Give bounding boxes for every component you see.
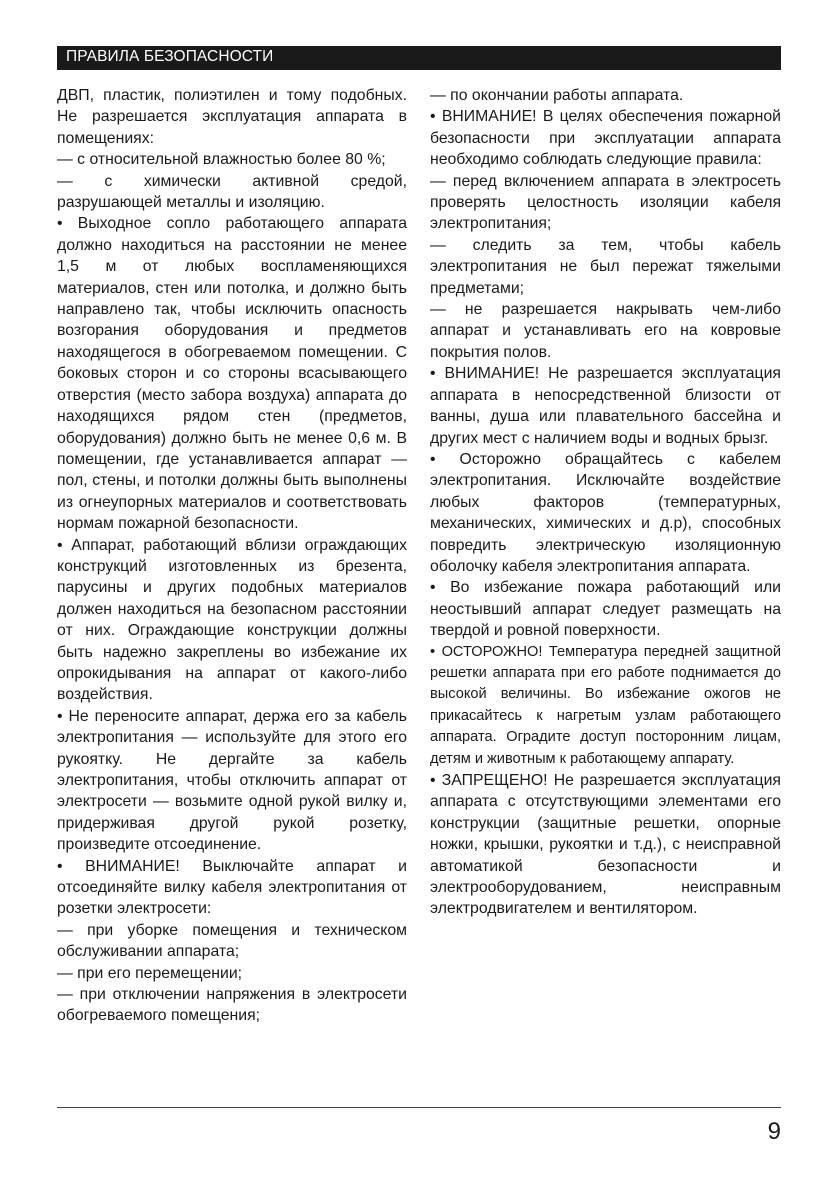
left-column — [57, 85, 407, 1027]
paragraph: • ВНИМАНИЕ! Не разрешается эксплуатация аппарата в непосредственной близости от ванны, душа или плавательного бассейна и других мест с наличием воды и водных брызг. — [430, 365, 781, 447]
right-column — [430, 85, 781, 920]
paragraph: — перед включением аппарата в электросеть проверять целостность изоляции кабеля электропитания; — [430, 172, 781, 233]
paragraph: • Аппарат, работающий вблизи ограждающих конструкций изготовленных из брезента, парусины и других подобных материалов должен находиться на безопасном расстоянии от них. Ограждающие конструкции должны быть надежно закреплены во избежание их опрокидывания на аппарат от какого-либо воздействия. — [57, 536, 407, 704]
paragraph: — при уборке помещения и техническом обслуживании аппарата; — [57, 921, 407, 961]
paragraph: — при его перемещении; — [57, 964, 243, 982]
paragraph: ДВП, пластик, полиэтилен и тому подобных. Не разрешается эксплуатация аппарата в помещениях: — [57, 87, 407, 147]
paragraph: • ВНИМАНИЕ! В целях обеспечения пожарной безопасности при эксплуатации аппарата необходимо соблюдать следующие правила: — [430, 108, 781, 169]
paragraph: — с относительной влажностью более 80 %; — [57, 151, 386, 169]
paragraph: • Во избежание пожара работающий или неостывший аппарат следует размещать на твердой и ровной поверхности. — [430, 579, 781, 640]
paragraph: • Выходное сопло работающего аппарата должно находиться на расстоянии не менее 1,5 м от любых воспламеняющихся материалов, стен или потолка, и должно быть направлено так, чтобы исключить опасность возгорания оборудования и предметов находящегося в обогреваемом помещении. С боковых сторон и со стороны всасывающего отверстия (место забора воздуха) аппарата до находящихся рядом стен (предметов, оборудования) должно быть не менее 0,6 м. В помещении, где устанавливается аппарат — пол, стены, и потолки должны быть выполнены из огнеупорных материалов и соответствовать нормам пожарной безопасности. — [57, 215, 407, 533]
page-number: 9 — [767, 1118, 781, 1145]
paragraph: — по окончании работы аппарата. — [430, 87, 684, 104]
paragraph: • ОСТОРОЖНО! Температура передней защитной решетки аппарата при его работе поднимается до высокой величины. Во избежание ожогов не прикасайтесь к нагретым узлам работающего аппарата. Оградите доступ посторонним лицам, детям и животным к работающему аппарату. — [430, 643, 781, 767]
footer-divider — [57, 1107, 781, 1108]
paragraph: — не разрешается накрывать чем-либо аппарат и устанавливать его на ковровые покрытия полов. — [430, 301, 781, 361]
paragraph: • ЗАПРЕЩЕНО! Не разрешается эксплуатация аппарата с отсутствующими элементами его конструкции (защитные решетки, опорные ножки, крышки, рукоятки и т.д.), с неисправной автоматикой безопасности и электрооборудованием, неисправным электродвигателем и вентилятором. — [430, 772, 781, 918]
paragraph: • Не переносите аппарат, держа его за кабель электропитания — используйте для этого его рукоятку. Не дергайте за кабель электропитания, чтобы отключить аппарат от электросети — возьмите одной рукой вилку и, придерживая другой рукой розетку, произведите отсоединение. — [57, 707, 407, 854]
paragraph: — следить за тем, чтобы кабель электропитания не был пережат тяжелыми предметами; — [430, 236, 781, 297]
section-title: ПРАВИЛА БЕЗОПАСНОСТИ — [66, 48, 274, 65]
paragraph: • Осторожно обращайтесь с кабелем электропитания. Исключайте воздействие любых факторов (температурных, механических, химических и д.р), способных повредить электрическую изоляционную оболочку кабеля электропитания аппарата. — [430, 450, 781, 575]
section-header-bar — [57, 46, 781, 70]
paragraph: — с химически активной средой, разрушающей металлы и изоляцию. — [57, 172, 407, 212]
paragraph: • ВНИМАНИЕ! Выключайте аппарат и отсоединяйте вилку кабеля электропитания от розетки электросети: — [57, 857, 407, 918]
paragraph: — при отключении напряжения в электросети обогреваемого помещения; — [57, 986, 407, 1025]
